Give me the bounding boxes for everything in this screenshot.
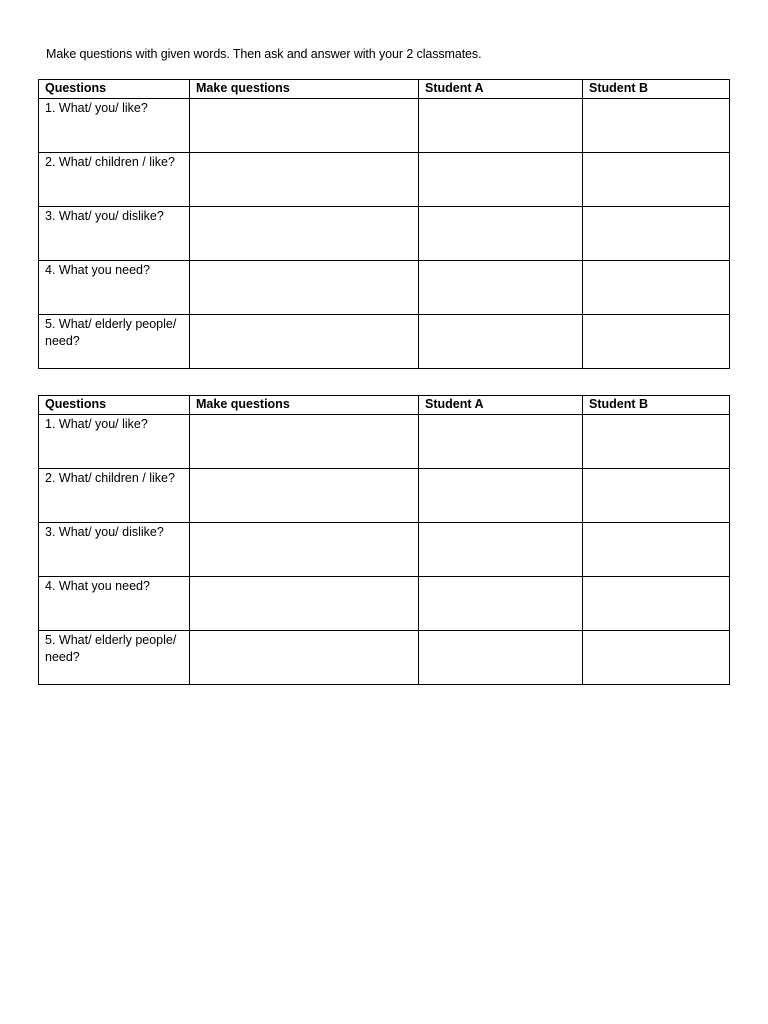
student-a-answer-cell[interactable] (419, 315, 583, 369)
make-question-cell[interactable] (190, 631, 419, 685)
student-a-answer-cell[interactable] (419, 523, 583, 577)
student-b-answer-cell[interactable] (583, 577, 730, 631)
question-prompt: 5. What/ elderly people/ need? (39, 631, 190, 685)
student-b-answer-cell[interactable] (583, 99, 730, 153)
header-questions: Questions (39, 396, 190, 415)
table-row (39, 523, 730, 577)
student-b-answer-cell[interactable] (583, 469, 730, 523)
student-b-answer-cell[interactable] (583, 153, 730, 207)
make-question-cell[interactable] (190, 315, 419, 369)
table-row (39, 415, 730, 469)
question-prompt: 1. What/ you/ like? (39, 99, 190, 153)
table-row (39, 631, 730, 685)
student-b-answer-cell[interactable] (583, 415, 730, 469)
student-b-answer-cell[interactable] (583, 261, 730, 315)
make-question-cell[interactable] (190, 99, 419, 153)
make-question-cell[interactable] (190, 523, 419, 577)
student-a-answer-cell[interactable] (419, 415, 583, 469)
make-question-cell[interactable] (190, 415, 419, 469)
header-student-a: Student A (419, 80, 583, 99)
student-b-answer-cell[interactable] (583, 631, 730, 685)
student-a-answer-cell[interactable] (419, 469, 583, 523)
make-question-cell[interactable] (190, 261, 419, 315)
table-row (39, 469, 730, 523)
table-header-row (39, 80, 730, 99)
question-prompt: 3. What/ you/ dislike? (39, 207, 190, 261)
question-prompt: 1. What/ you/ like? (39, 415, 190, 469)
header-questions: Questions (39, 80, 190, 99)
make-question-cell[interactable] (190, 469, 419, 523)
student-a-answer-cell[interactable] (419, 153, 583, 207)
table-row (39, 577, 730, 631)
student-b-answer-cell[interactable] (583, 207, 730, 261)
student-a-answer-cell[interactable] (419, 577, 583, 631)
worksheet-table-2 (38, 395, 730, 685)
student-a-answer-cell[interactable] (419, 261, 583, 315)
header-student-a: Student A (419, 396, 583, 415)
make-question-cell[interactable] (190, 577, 419, 631)
question-prompt: 2. What/ children / like? (39, 469, 190, 523)
instruction-text: Make questions with given words. Then ask and answer with your 2 classmates. (46, 47, 482, 61)
table-row (39, 315, 730, 369)
table-header-row (39, 396, 730, 415)
make-question-cell[interactable] (190, 207, 419, 261)
student-a-answer-cell[interactable] (419, 207, 583, 261)
question-prompt: 3. What/ you/ dislike? (39, 523, 190, 577)
table-row (39, 261, 730, 315)
student-b-answer-cell[interactable] (583, 523, 730, 577)
question-prompt: 4. What you need? (39, 261, 190, 315)
student-a-answer-cell[interactable] (419, 631, 583, 685)
make-question-cell[interactable] (190, 153, 419, 207)
header-student-b: Student B (583, 396, 730, 415)
table-row (39, 153, 730, 207)
question-prompt: 2. What/ children / like? (39, 153, 190, 207)
table-row (39, 207, 730, 261)
student-b-answer-cell[interactable] (583, 315, 730, 369)
student-a-answer-cell[interactable] (419, 99, 583, 153)
header-student-b: Student B (583, 80, 730, 99)
table-row (39, 99, 730, 153)
header-make-questions: Make questions (190, 396, 419, 415)
question-prompt: 5. What/ elderly people/ need? (39, 315, 190, 369)
question-prompt: 4. What you need? (39, 577, 190, 631)
header-make-questions: Make questions (190, 80, 419, 99)
worksheet-table-1 (38, 79, 730, 369)
